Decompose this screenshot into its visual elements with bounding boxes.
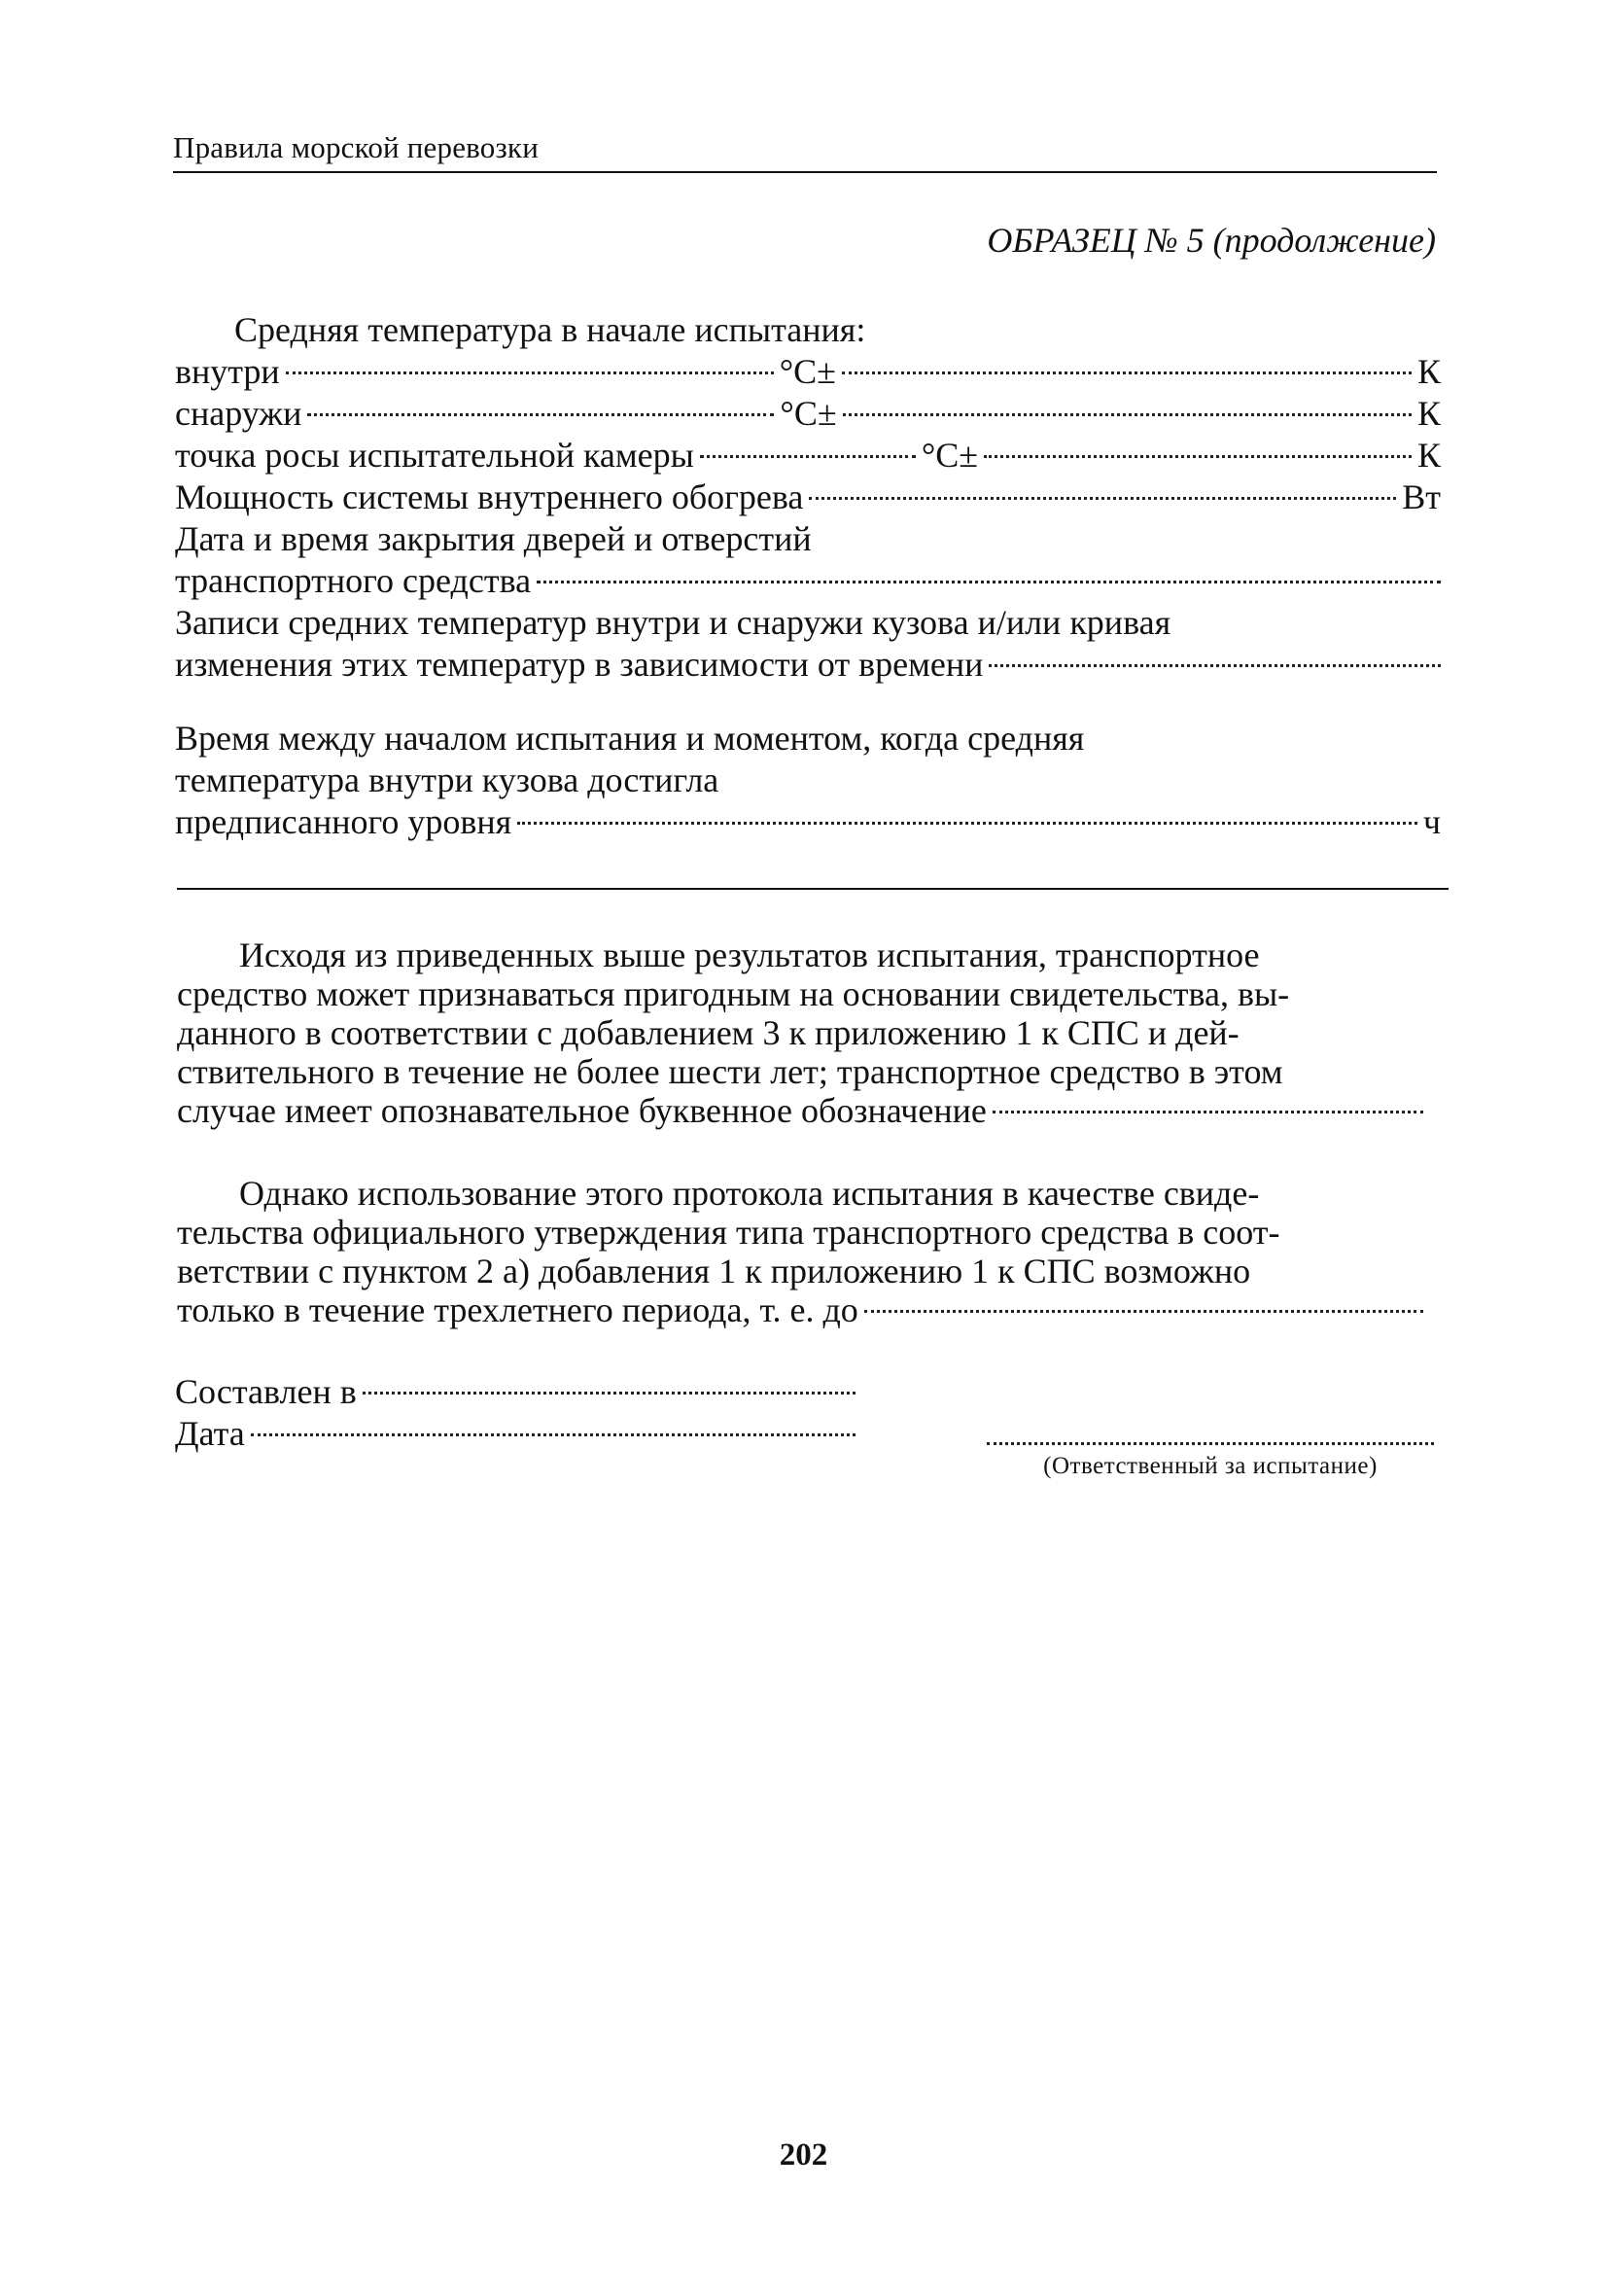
dot-leader <box>842 371 1412 374</box>
conclusion-paragraph-1 <box>177 936 1449 1130</box>
paragraph-text: ствительного в течение не более шести лет; транспортное средство в этом <box>177 1052 1283 1091</box>
paragraph-line <box>177 936 1449 974</box>
dot-leader <box>307 413 774 416</box>
paragraph-line <box>177 1013 1449 1052</box>
dot-leader <box>251 1433 856 1436</box>
dot-leader <box>286 371 774 374</box>
paragraph-line <box>177 1252 1449 1290</box>
paragraph-text: ветствии с пунктом 2 а) добавления 1 к приложению 1 к СПС возможно <box>177 1252 1251 1290</box>
dot-leader <box>989 664 1441 667</box>
date-row <box>175 1413 856 1455</box>
unit-k: К <box>1416 394 1441 433</box>
running-head: Правила морской перевозки <box>173 130 539 164</box>
time-block <box>175 718 1441 843</box>
dot-leader <box>984 455 1412 458</box>
time-line-2: температура внутри кузова достигла <box>175 760 719 799</box>
heating-label: Мощность системы внутреннего обогрева <box>175 477 804 516</box>
dot-leader <box>363 1392 856 1395</box>
records-row <box>175 644 1441 686</box>
date-label: Дата <box>175 1414 245 1453</box>
records-line-2: изменения этих температур в зависимости от времени <box>175 645 984 684</box>
unit-k: К <box>1416 436 1441 475</box>
time-row <box>175 801 1441 843</box>
dot-leader <box>809 497 1396 500</box>
celsius-pm: °С± <box>779 352 836 391</box>
responsible-caption: (Ответственный за испытание) <box>1043 1453 1378 1479</box>
unit-w: Вт <box>1402 477 1441 516</box>
celsius-pm: °С± <box>780 394 837 433</box>
celsius-pm: °С± <box>921 436 979 475</box>
paragraph-text: Однако использование этого протокола испытания в качестве свиде- <box>239 1174 1260 1213</box>
paragraph-text: случае имеет опознавательное буквенное обозначение <box>177 1091 987 1130</box>
paragraph-line <box>177 1213 1449 1252</box>
dot-leader <box>537 581 1441 583</box>
compiled-row <box>175 1371 856 1413</box>
signature-line <box>987 1434 1434 1445</box>
dot-leader <box>700 455 916 458</box>
paragraph-text: Исходя из приведенных выше результатов испытания, транспортное <box>239 936 1260 974</box>
inside-temp-row <box>175 351 1441 393</box>
dot-leader <box>864 1310 1423 1313</box>
compiled-label: Составлен в <box>175 1372 357 1411</box>
records-line-1: Записи средних температур внутри и снаружи кузова и/или кривая <box>175 603 1171 642</box>
page-number: 202 <box>779 2137 828 2172</box>
sample-title: ОБРАЗЕЦ № 5 (продолжение) <box>987 221 1436 260</box>
paragraph-text: только в течение трехлетнего периода, т. е. до <box>177 1290 858 1329</box>
dewpoint-label: точка росы испытательной камеры <box>175 436 694 475</box>
outside-label: снаружи <box>175 394 302 433</box>
dewpoint-row <box>175 435 1441 477</box>
paragraph-last-line <box>177 1091 1423 1130</box>
signature-block <box>987 1434 1434 1480</box>
heating-power-row <box>175 477 1441 518</box>
header-rule <box>173 171 1437 173</box>
inside-label: внутри <box>175 352 280 391</box>
paragraph-text: данного в соответствии с добавлением 3 к приложению 1 к СПС и дей- <box>177 1013 1240 1052</box>
conclusion-paragraph-2 <box>177 1174 1449 1329</box>
time-line-3: предписанного уровня <box>175 802 512 841</box>
closing-line-2: транспортного средства <box>175 561 532 600</box>
paragraph-line <box>177 1052 1449 1091</box>
paragraph-text: тельства официального утверждения типа транспортного средства в соот- <box>177 1213 1280 1252</box>
measurements-block <box>175 351 1441 686</box>
dot-leader <box>993 1111 1423 1113</box>
closing-line-1: Дата и время закрытия дверей и отверстий <box>175 519 812 558</box>
paragraph-line <box>177 1174 1449 1213</box>
compiled-block <box>175 1371 856 1455</box>
paragraph-text: средство может признаваться пригодным на основании свидетельства, вы- <box>177 974 1290 1013</box>
unit-h: ч <box>1422 802 1441 841</box>
paragraph-line <box>177 974 1449 1013</box>
time-line-1: Время между началом испытания и моментом, когда средняя <box>175 719 1085 758</box>
outside-temp-row <box>175 393 1441 435</box>
paragraph-last-line <box>177 1290 1423 1329</box>
dot-leader <box>517 822 1417 825</box>
measurements-lead: Средняя температура в начале испытания: <box>234 310 866 349</box>
unit-k: К <box>1416 352 1441 391</box>
closing-row <box>175 560 1441 602</box>
dot-leader <box>843 413 1412 416</box>
section-rule <box>177 888 1449 890</box>
